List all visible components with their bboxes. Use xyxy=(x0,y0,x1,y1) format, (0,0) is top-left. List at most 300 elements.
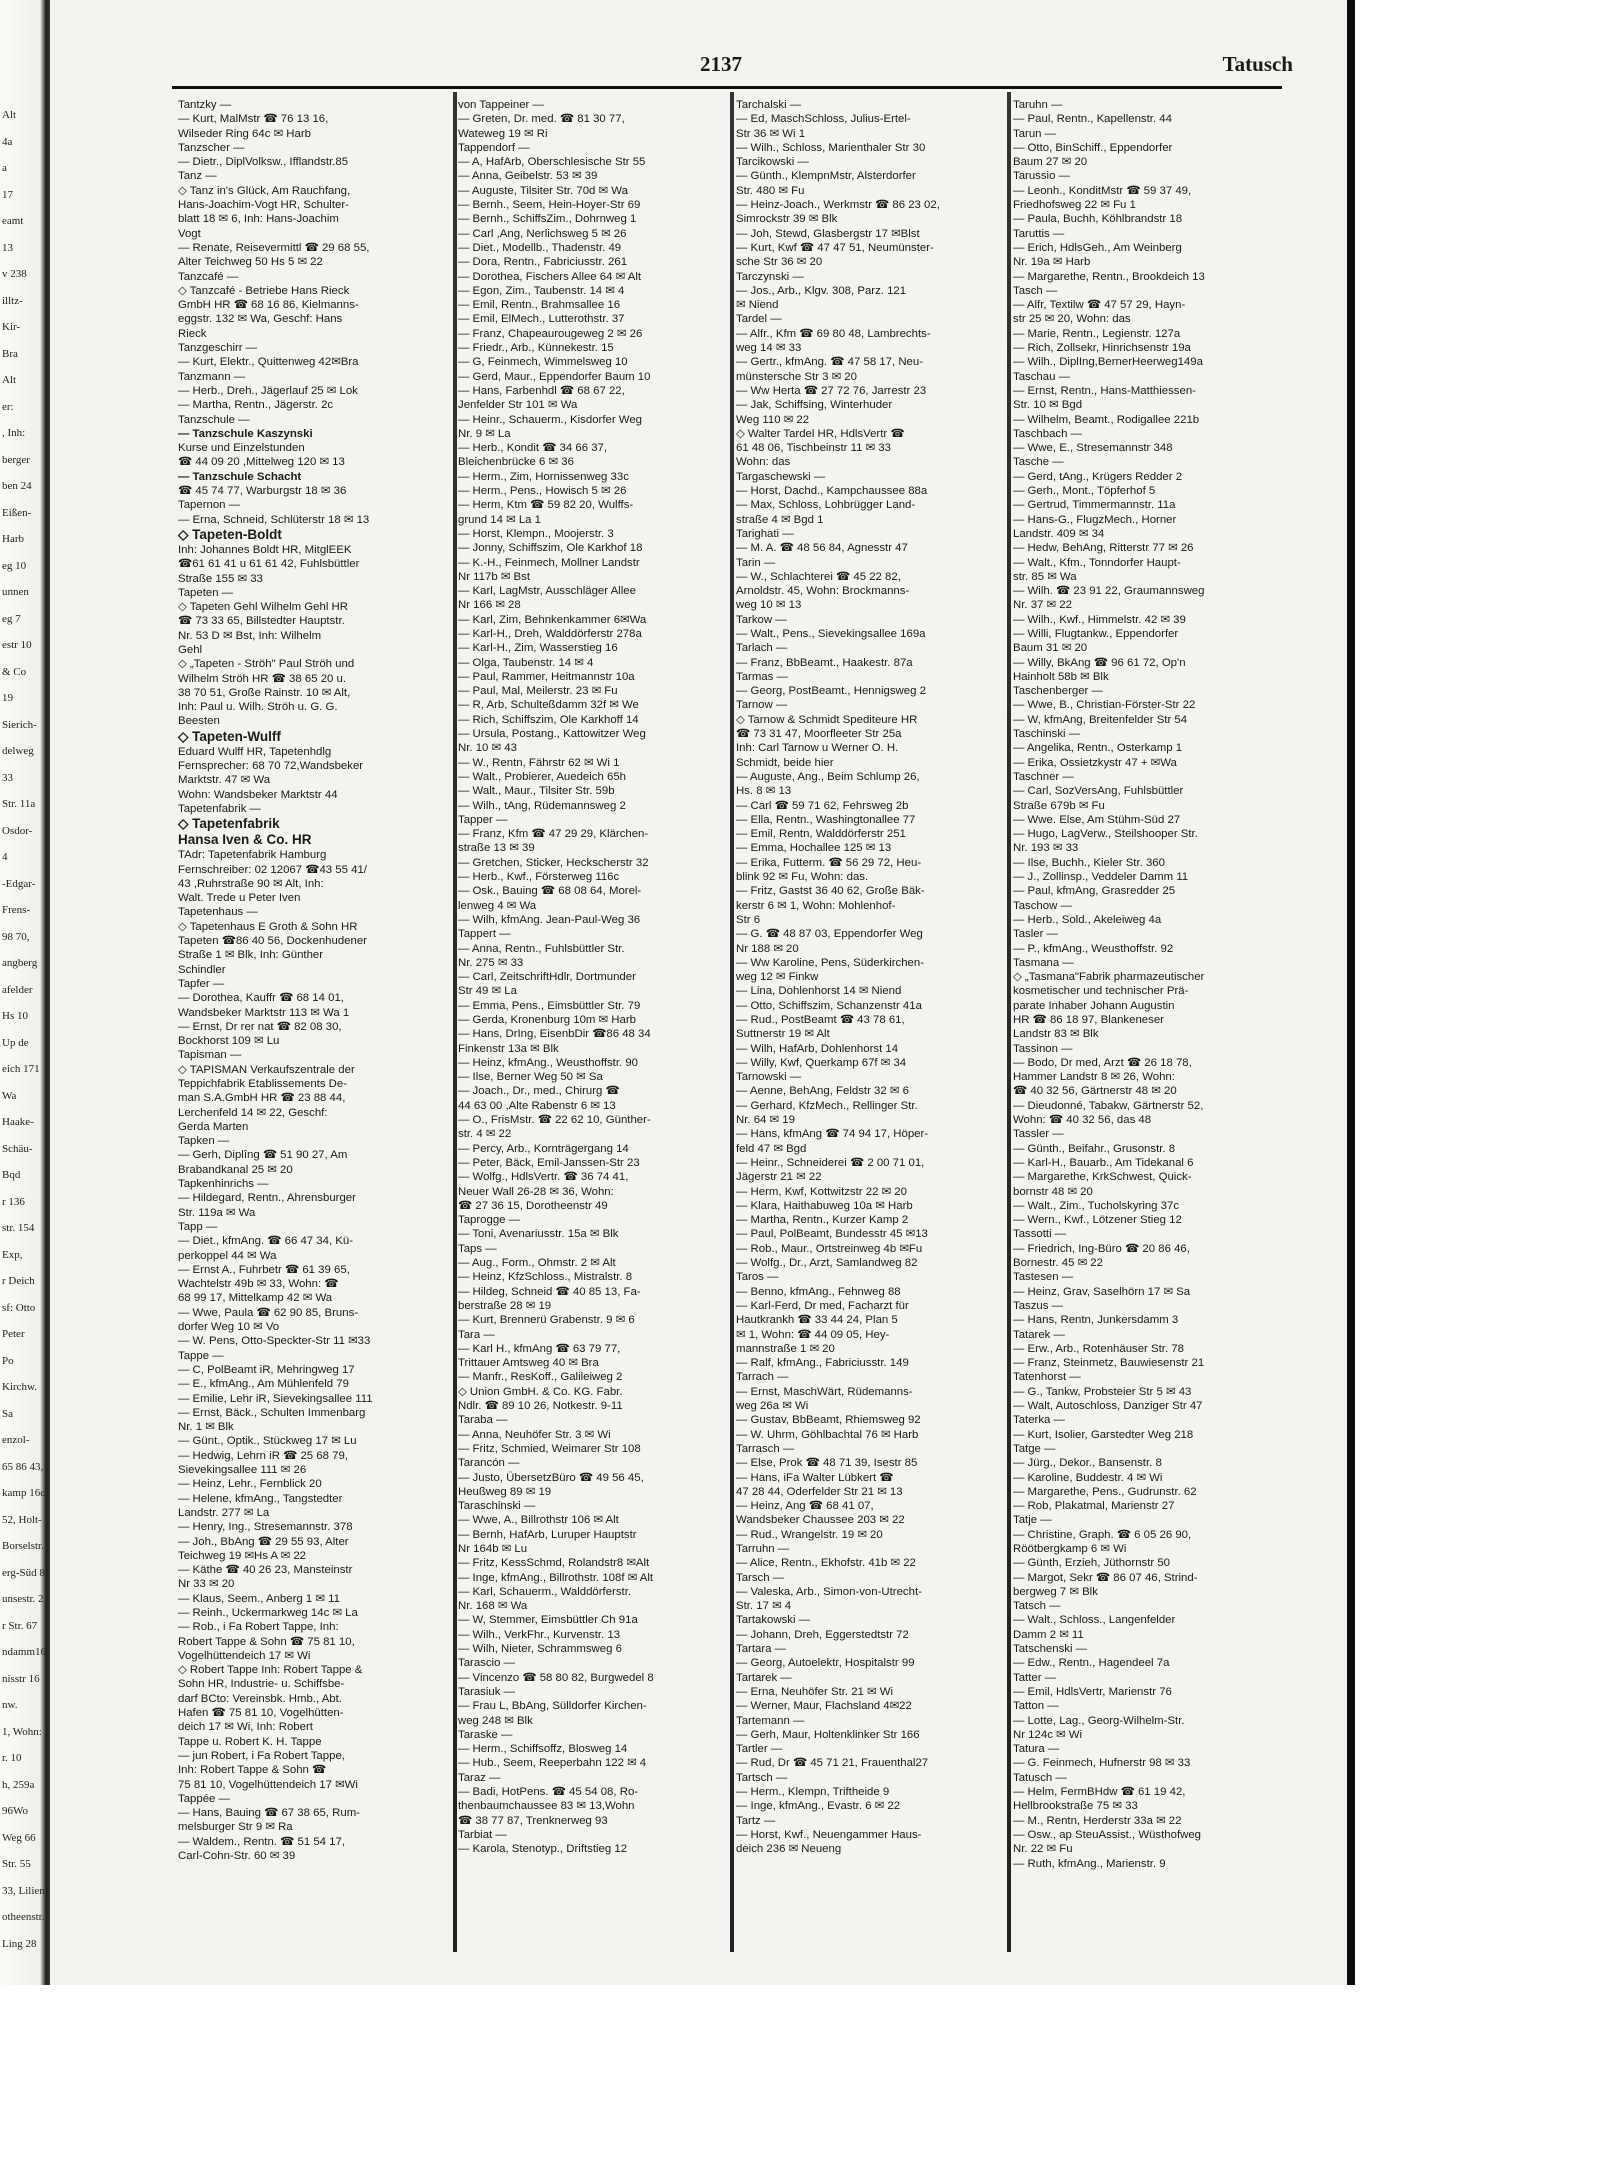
facing-page-edge xyxy=(0,0,50,1985)
directory-entry-line: — W. Uhrm, Göhlbachtal 76 ✉ Harb xyxy=(736,1428,919,1441)
directory-entry-line: Hammer Landstr 8 ✉ 26, Wohn: xyxy=(1013,1071,1175,1084)
directory-entry-line: — Martha, Rentn., Kurzer Kamp 2 xyxy=(736,1214,909,1227)
directory-entry-line: — Renate, Reisevermittl ☎ 29 68 55, xyxy=(178,241,370,254)
directory-entry-line: — Wilh., Schloss, Marienthaler Str 30 xyxy=(736,141,926,154)
directory-entry-line: — Alfr., Kfm ☎ 69 80 48, Lambrechts- xyxy=(736,327,931,340)
directory-entry-line: ☎ 45 74 77, Warburgstr 18 ✉ 36 xyxy=(178,485,347,498)
facing-page-fragment: 33, Lilien- xyxy=(2,1884,49,1897)
directory-entry-line: — M., Rentn, Herderstr 33a ✉ 22 xyxy=(1013,1814,1182,1827)
directory-entry-line: — Emma, Hochallee 125 ✉ 13 xyxy=(736,842,892,855)
directory-entry-line: — Karl-Ferd, Dr med, Facharzt für xyxy=(736,1299,909,1312)
directory-entry-line: Jenfelder Str 101 ✉ Wa xyxy=(458,399,578,412)
directory-entry-line: Hs. 8 ✉ 13 xyxy=(736,785,792,798)
directory-entry-line: — E., kfmAng., Am Mühlenfeld 79 xyxy=(178,1378,349,1391)
facing-page-fragment: 4 xyxy=(2,851,8,863)
facing-page-fragment: Osdor- xyxy=(2,824,33,837)
directory-entry-line: — Friedr., Arb., Künnekestr. 15 xyxy=(458,342,614,355)
directory-entry-line: Neuer Wall 26-28 ✉ 36, Wohn: xyxy=(458,1185,614,1198)
directory-entry-line: — Wwe, E., Stresemannstr 348 xyxy=(1013,442,1173,455)
directory-entry-line: ◇ Union GmbH. & Co. KG. Fabr. xyxy=(458,1385,623,1398)
directory-entry-line: — Osk., Bauing ☎ 68 08 64, Morel- xyxy=(458,885,642,898)
directory-entry-line: Tatusch — xyxy=(1013,1771,1067,1784)
facing-page-fragment: Sa xyxy=(2,1407,13,1420)
directory-entry-line: — Valeska, Arb., Simon-von-Utrecht- xyxy=(736,1585,922,1598)
column-divider xyxy=(730,92,734,1952)
directory-entry-line: — Emil, HdlsVertr, Marienstr 76 xyxy=(1013,1685,1172,1698)
directory-entry-line: ◇ Tapeten-Boldt xyxy=(178,526,282,542)
directory-entry-line: Tassinon — xyxy=(1013,1042,1073,1055)
directory-entry-line: Arnoldstr. 45, Wohn: Brockmanns- xyxy=(736,585,910,598)
directory-entry-line: bergweg 7 ✉ Blk xyxy=(1013,1585,1098,1598)
directory-entry-line: — C, PolBeamt iR, Mehringweg 17 xyxy=(178,1363,355,1376)
directory-entry-line: — Heinz, KfzSchloss., Mistralstr. 8 xyxy=(458,1271,633,1284)
directory-entry-line: eggstr. 132 ✉ Wa, Geschf: Hans xyxy=(178,313,343,326)
directory-entry-line: Tarlach — xyxy=(736,642,788,655)
directory-entry-line: — Ernst, MaschWärt, Rüdemanns- xyxy=(736,1385,913,1398)
directory-entry-line: — Emma, Pens., Eimsbüttler Str. 79 xyxy=(458,999,641,1012)
directory-entry-line: — P., kfmAng., Weusthoffstr. 92 xyxy=(1013,942,1174,955)
directory-entry-line: — Anna, Neuhöfer Str. 3 ✉ Wi xyxy=(458,1428,611,1441)
directory-entry-line: Tanzcafé — xyxy=(178,270,239,283)
directory-entry-line: Wilhelm Ströh HR ☎ 38 65 20 u. xyxy=(178,672,347,685)
scan-margin xyxy=(1355,0,1600,2177)
directory-entry-line: ◇ TAPISMAN Verkaufszentrale der xyxy=(178,1063,355,1076)
directory-entry-line: — Günth., KlempnMstr, Alsterdorfer xyxy=(736,170,916,183)
facing-page-fragment: ndamm16 xyxy=(2,1646,46,1658)
facing-page-fragment: estr 10 xyxy=(2,639,32,651)
directory-entry-line: Taschbach — xyxy=(1013,427,1083,440)
directory-entry-line: Tatter — xyxy=(1013,1671,1057,1684)
directory-entry-line: Tarcikowski — xyxy=(736,156,809,169)
facing-page-fragment: Sierich- xyxy=(2,718,37,731)
directory-entry-line: — Ed, MaschSchloss, Julius-Ertel- xyxy=(736,113,911,126)
directory-entry-line: Taruhn — xyxy=(1013,99,1063,111)
facing-page-fragment: eg 10 xyxy=(2,559,27,572)
directory-entry-line: — Rud., PostBeamt ☎ 43 78 61, xyxy=(736,1014,905,1026)
directory-entry-line: Taros — xyxy=(736,1271,779,1284)
column-1 xyxy=(178,98,448,1863)
directory-entry-line: — Hans-G., FlugzMech., Horner xyxy=(1013,513,1177,526)
directory-entry-line: — Karl, LagMstr, Ausschläger Allee xyxy=(458,585,636,598)
directory-entry-line: — Walt., Probierer, Auedeich 65h xyxy=(458,770,626,783)
directory-entry-line: — Wwe, Paula ☎ 62 90 85, Bruns- xyxy=(178,1306,359,1319)
directory-entry-line: Tarnow — xyxy=(736,699,788,712)
directory-entry-line: — Gerh, Maur, Holtenklinker Str 166 xyxy=(736,1728,920,1741)
directory-entry-line: — Erna, Neuhöfer Str. 21 ✉ Wi xyxy=(736,1685,894,1698)
directory-entry-line: Tatura — xyxy=(1013,1743,1060,1756)
facing-page-fragment: r Deich xyxy=(2,1275,35,1287)
directory-entry-line: Str 36 ✉ Wi 1 xyxy=(736,127,806,140)
directory-entry-line: Inh: Paul u. Wilh. Ströh u. G. G. xyxy=(178,701,338,714)
facing-page-fragment: eich 171 xyxy=(2,1063,40,1075)
directory-entry-line: Baum 27 ✉ 20 xyxy=(1013,156,1088,169)
directory-entry-line: — Rob, Plakatmal, Marienstr 27 xyxy=(1013,1500,1175,1513)
directory-entry-line: Tapeten — xyxy=(178,586,234,599)
directory-entry-line: blink 92 ✉ Fu, Wohn: das. xyxy=(736,871,869,884)
facing-page-fragment: str. 154 xyxy=(2,1222,35,1234)
directory-entry-line: Taprogge — xyxy=(458,1214,521,1227)
directory-entry-line: 68 99 17, Mittelkamp 42 ✉ Wa xyxy=(178,1292,333,1305)
directory-entry-line: Landstr. 409 ✉ 34 xyxy=(1013,527,1105,540)
directory-entry-line: Nr. 64 ✉ 19 xyxy=(736,1114,795,1127)
directory-entry-line: — Gerd, Maur., Eppendorfer Baum 10 xyxy=(458,370,651,383)
directory-entry-line: — Bernh., Seem, Hein-Hoyer-Str 69 xyxy=(458,199,641,212)
page-edge-shadow xyxy=(1347,0,1355,1985)
directory-entry-line: straße 4 ✉ Bgd 1 xyxy=(736,513,824,526)
directory-entry-line: Jägerstr 21 ✉ 22 xyxy=(736,1171,822,1184)
column-3 xyxy=(736,98,1006,1857)
directory-entry-line: Teppichfabrik Etablissements De- xyxy=(178,1078,348,1090)
directory-entry-line: — Otto, Schiffszim, Schanzenstr 41a xyxy=(736,999,922,1012)
directory-entry-line: — Ralf, kfmAng., Fabriciusstr. 149 xyxy=(736,1357,909,1370)
directory-entry-line: Weg 110 ✉ 22 xyxy=(736,413,810,426)
directory-entry-line: Tarascio — xyxy=(458,1657,515,1670)
directory-entry-line: Tapetenhaus — xyxy=(178,906,258,919)
facing-page-fragment: Schäu- xyxy=(2,1142,33,1155)
directory-entry-line: — Wolfg., Dr., Arzt, Samlandweg 82 xyxy=(736,1257,918,1270)
directory-entry-line: Carl-Cohn-Str. 60 ✉ 39 xyxy=(178,1850,296,1863)
directory-entry-line: Tartarek — xyxy=(736,1671,792,1684)
directory-entry-line: — Dorothea, Kauffr ☎ 68 14 01, xyxy=(178,992,344,1005)
directory-entry-line: — Wwe, A., Billrothstr 106 ✉ Alt xyxy=(458,1514,619,1527)
directory-entry-line: — Ww Karoline, Pens, Süderkirchen- xyxy=(736,956,925,969)
directory-entry-line: Hans-Joachim-Vogt HR, Schulter- xyxy=(178,199,349,212)
directory-entry-line: — Gerda, Kronenburg 10m ✉ Harb xyxy=(458,1014,636,1026)
directory-entry-line: Tarsch — xyxy=(736,1571,785,1584)
directory-entry-line: grund 14 ✉ La 1 xyxy=(458,513,542,526)
directory-entry-line: — Horst, Kwf., Neuengammer Haus- xyxy=(736,1828,922,1841)
directory-entry-line: von Tappeiner — xyxy=(458,99,544,111)
directory-entry-line: Tarighati — xyxy=(736,527,794,540)
directory-entry-line: str. 85 ✉ Wa xyxy=(1013,570,1077,583)
directory-entry-line: Wohn: Wandsbeker Marktstr 44 xyxy=(178,788,338,801)
directory-entry-line: Nr. 22 ✉ Fu xyxy=(1013,1843,1073,1856)
directory-entry-line: ☎ 40 32 56, Gärtnerstr 48 ✉ 20 xyxy=(1013,1085,1177,1098)
directory-entry-line: Tapernon — xyxy=(178,499,241,512)
directory-entry-line: Bockhorst 109 ✉ Lu xyxy=(178,1035,280,1048)
directory-entry-line: — Aenne, BehAng, Feldstr 32 ✉ 6 xyxy=(736,1085,909,1098)
directory-entry-line: Wachtelstr 49b ✉ 33, Wohn: ☎ xyxy=(178,1278,339,1291)
running-head: Tatusch xyxy=(1222,52,1293,76)
directory-entry-line: — R, Arb, Schulteßdamm 32f ✉ We xyxy=(458,699,639,712)
directory-entry-line: — Erich, HdlsGeh., Am Weinberg xyxy=(1013,241,1182,254)
facing-page-fragment: Harb xyxy=(2,533,24,545)
facing-page-fragment: sf: Otto xyxy=(2,1301,36,1314)
facing-page-fragment: , Inh: xyxy=(2,427,26,439)
directory-entry-line: Tapper — xyxy=(458,813,508,826)
directory-entry-line: dorfer Weg 10 ✉ Vo xyxy=(178,1321,280,1334)
directory-entry-line: Tappendorf — xyxy=(458,141,530,154)
facing-page-fragment: h, 259a xyxy=(2,1778,35,1791)
directory-entry-line: Wandsbeker Marktstr 113 ✉ Wa 1 xyxy=(178,1006,350,1019)
directory-entry-line: — Margot, Sekr ☎ 86 07 46, Strind- xyxy=(1013,1571,1198,1584)
directory-entry-line: — Inge, kfmAng., Billrothstr. 108f ✉ Alt xyxy=(458,1571,654,1584)
directory-entry-line: ✉ 1, Wohn: ☎ 44 09 05, Hey- xyxy=(736,1328,890,1341)
directory-entry-line: Straße 1 ✉ Blk, Inh: Günther xyxy=(178,949,324,962)
directory-entry-line: kerstr 6 ✉ 1, Wohn: Mohlenhof- xyxy=(736,899,896,912)
directory-entry-line: — Heinr., Schauerm., Kisdorfer Weg xyxy=(458,413,643,426)
directory-entry-line: GmbH HR ☎ 68 16 86, Kielmanns- xyxy=(178,299,359,312)
directory-entry-line: Nr. 10 ✉ 43 xyxy=(458,742,517,755)
directory-entry-line: — Karl-H., Bauarb., Am Tidekanal 6 xyxy=(1013,1156,1194,1169)
directory-entry-line: ◇ Tarnow & Schmidt Spediteure HR xyxy=(736,713,918,726)
facing-page-fragment: r. 10 xyxy=(2,1752,22,1764)
directory-entry-line: — Hugo, LagVerw., Steilshooper Str. xyxy=(1013,828,1198,841)
directory-entry-line: — Herm., Zim, Hornissenweg 33c xyxy=(458,470,629,483)
directory-entry-line: Nr. 275 ✉ 33 xyxy=(458,956,524,969)
directory-entry-line: — Auguste, Tilsiter Str. 70d ✉ Wa xyxy=(458,184,628,197)
facing-page-fragment: 17 xyxy=(2,188,13,201)
directory-entry-line: — Else, Prok ☎ 48 71 39, Isestr 85 xyxy=(736,1457,918,1470)
facing-page-fragment: -Edgar- xyxy=(2,877,36,890)
directory-entry-line: — Carl ☎ 59 71 62, Fehrsweg 2b xyxy=(736,799,909,812)
directory-entry-line: Tatge — xyxy=(1013,1442,1056,1455)
directory-entry-line: Tasche — xyxy=(1013,456,1064,469)
directory-entry-line: Tappert — xyxy=(458,928,511,941)
column-4 xyxy=(1013,98,1283,1871)
directory-entry-line: Damm 2 ✉ 11 xyxy=(1013,1628,1084,1641)
directory-entry-line: Str. 119a ✉ Wa xyxy=(178,1206,256,1219)
directory-entry-line: — Wilhelm, Beamt., Rodigallee 221b xyxy=(1013,413,1200,426)
directory-entry-line: — Kurt, Isolier, Garstedter Weg 218 xyxy=(1013,1428,1194,1441)
directory-entry-line: Simrockstr 39 ✉ Blk xyxy=(736,213,838,226)
directory-entry-line: — Wilh, HafArb, Dohlenhorst 14 xyxy=(736,1042,899,1055)
directory-entry-line: Taraba — xyxy=(458,1414,508,1427)
directory-entry-line: — W, Stemmer, Eimsbüttler Ch 91a xyxy=(458,1614,638,1627)
directory-entry-line: — Franz, Steinmetz, Bauwiesenstr 21 xyxy=(1013,1357,1205,1370)
directory-entry-line: — Rob., Maur., Ortstreinweg 4b ✉Fu xyxy=(736,1242,923,1255)
directory-entry-line: — Frau L, BbAng, Sülldorfer Kirchen- xyxy=(458,1700,647,1713)
directory-entry-line: Rieck xyxy=(178,327,207,340)
directory-entry-line: — Anna, Rentn., Fuhlsbüttler Str. xyxy=(458,942,625,955)
directory-entry-line: darf BCto: Vereinsbk. Hmb., Abt. xyxy=(178,1692,342,1705)
directory-entry-line: — Käthe ☎ 40 26 23, Mansteinstr xyxy=(178,1564,353,1577)
directory-entry-line: bornstr 48 ✉ 20 xyxy=(1013,1185,1093,1198)
directory-entry-line: — Martha, Rentn., Jägerstr. 2c xyxy=(178,399,334,412)
directory-entry-line: Tappe u. Robert K. H. Tappe xyxy=(178,1735,322,1748)
directory-entry-line: Nr 188 ✉ 20 xyxy=(736,942,799,955)
directory-entry-line: Hafen ☎ 75 81 10, Vogelhütten- xyxy=(178,1707,344,1720)
facing-page-fragment: 33 xyxy=(2,771,13,784)
directory-entry-line: — Bernh., SchiffsZim., Dohrnweg 1 xyxy=(458,213,637,226)
directory-entry-line: — Wolfg., HdlsVertr. ☎ 36 74 41, xyxy=(458,1171,629,1184)
directory-entry-line: Hellbrookstraße 75 ✉ 33 xyxy=(1013,1800,1138,1813)
directory-entry-line: — Percy, Arb., Kornträgergang 14 xyxy=(458,1142,629,1155)
directory-entry-line: — Helene, kfmAng., Tangstedter xyxy=(178,1492,343,1505)
directory-entry-line: Walt. Trede u Peter Iven xyxy=(178,892,301,905)
directory-entry-line: — Wilh, kfmAng. Jean-Paul-Weg 36 xyxy=(458,913,641,926)
directory-entry-line: — Justo, ÜbersetzBüro ☎ 49 56 45, xyxy=(458,1471,644,1484)
directory-entry-line: ☎ 73 31 47, Moorfleeter Str 25a xyxy=(736,728,902,741)
directory-entry-line: — Hub., Seem, Reeperbahn 122 ✉ 4 xyxy=(458,1757,647,1770)
directory-entry-line: deich 236 ✉ Neueng xyxy=(736,1843,842,1856)
facing-page-fragment: eamt xyxy=(2,215,24,227)
directory-entry-line: Schindler xyxy=(178,963,226,976)
directory-entry-line: Tatsch — xyxy=(1013,1600,1061,1613)
directory-entry-line: Tassotti — xyxy=(1013,1228,1067,1241)
directory-entry-line: — Herb., Kondit ☎ 34 66 37, xyxy=(458,442,608,455)
directory-entry-line: mannstraße 1 ✉ 20 xyxy=(736,1342,835,1355)
column-divider xyxy=(453,92,457,1952)
directory-entry-line: — W., Schlachterei ☎ 45 22 82, xyxy=(736,570,901,583)
directory-entry-line: — Heinz, Grav, Saselhörn 17 ✉ Sa xyxy=(1013,1285,1191,1298)
directory-entry-line: — Peter, Bäck, Emil-Janssen-Str 23 xyxy=(458,1156,640,1169)
directory-entry-line: — Bernh, HafArb, Luruper Hauptstr xyxy=(458,1528,637,1541)
directory-entry-line: — G., Tankw, Probsteier Str 5 ✉ 43 xyxy=(1013,1385,1192,1398)
facing-page-fragment: angberg xyxy=(2,957,38,969)
directory-entry-line: — Heinz, Ang ☎ 68 41 07, xyxy=(736,1500,874,1513)
facing-page-fragment: & Co xyxy=(2,665,27,678)
directory-entry-line: sche Str 36 ✉ 20 xyxy=(736,256,823,269)
directory-entry-line: ◇ „Tasmana"Fabrik pharmazeutischer xyxy=(1013,971,1205,984)
directory-entry-line: — G, Feinmech, Wimmelsweg 10 xyxy=(458,356,628,369)
directory-entry-line: — Willy, BkAng ☎ 96 61 72, Op'n xyxy=(1013,656,1186,669)
directory-entry-line: — Hildeg, Schneid ☎ 40 85 13, Fa- xyxy=(458,1285,641,1298)
directory-entry-line: — Herm, Ktm ☎ 59 82 20, Wulffs- xyxy=(458,499,634,512)
directory-entry-line: — Emil, Rentn., Brahmsallee 16 xyxy=(458,299,621,312)
directory-entry-line: Tarkow — xyxy=(736,613,787,626)
facing-page-fragment: Alt xyxy=(2,109,17,121)
directory-entry-line: — Heinz, Lehr., Fernblick 20 xyxy=(178,1478,322,1491)
directory-entry-line: weg 26a ✉ Wi xyxy=(736,1400,809,1413)
directory-entry-line: — Edw., Rentn., Hagendeel 7a xyxy=(1013,1657,1170,1670)
directory-entry-line: — Joh., BbAng ☎ 29 55 93, Alter xyxy=(178,1535,349,1548)
directory-entry-line: Tarczynski — xyxy=(736,270,804,283)
facing-page-fragment: enzol- xyxy=(2,1434,30,1446)
directory-entry-line: Vogt xyxy=(178,227,201,240)
directory-entry-line: Robert Tappe & Sohn ☎ 75 81 10, xyxy=(178,1635,355,1648)
facing-page-fragment: Kir- xyxy=(2,321,21,333)
directory-entry-line: ◇ Walter Tardel HR, HdlsVertr ☎ xyxy=(736,427,905,440)
scan-margin-bottom xyxy=(0,1985,1355,2177)
directory-entry-line: Tasler — xyxy=(1013,928,1058,941)
directory-entry-line: ◇ Robert Tappe Inh: Robert Tappe & xyxy=(178,1664,363,1677)
directory-entry-line: — Jak, Schiffsing, Winterhuder xyxy=(736,399,893,412)
directory-entry-line: Taschow — xyxy=(1013,899,1072,912)
facing-page-fragment: Weg 66 xyxy=(2,1831,36,1844)
directory-entry-line: — Hedwig, Lehrn iR ☎ 25 68 79, xyxy=(178,1449,348,1462)
directory-entry-line: ☎ 73 33 65, Billstedter Hauptstr. xyxy=(178,615,345,628)
directory-entry-line: Heußweg 89 ✉ 19 xyxy=(458,1485,552,1498)
directory-entry-line: — Herb., Kwf., Försterweg 116c xyxy=(458,871,620,884)
directory-entry-line: Marktstr. 47 ✉ Wa xyxy=(178,774,271,787)
directory-entry-line: Tapisman — xyxy=(178,1049,242,1062)
directory-entry-line: kosmetischer und technischer Prä- xyxy=(1013,985,1189,998)
directory-entry-line: Tapetenfabrik — xyxy=(178,802,261,815)
facing-page-fragment: nisstr 16 xyxy=(2,1672,40,1685)
directory-entry-line: Tassler — xyxy=(1013,1128,1064,1141)
directory-entry-line: Nr 124c ✉ Wi xyxy=(1013,1728,1083,1741)
directory-entry-line: — Hans, iFa Walter Lübkert ☎ xyxy=(736,1471,894,1484)
directory-entry-line: — Franz, Chapeaurougeweg 2 ✉ 26 xyxy=(458,327,643,340)
directory-entry-line: Wandsbeker Chaussee 203 ✉ 22 xyxy=(736,1514,905,1527)
directory-entry-line: Tatschenski — xyxy=(1013,1643,1088,1656)
directory-entry-line: Wateweg 19 ✉ Ri xyxy=(458,127,548,140)
directory-entry-line: — Kurt, Kwf ☎ 47 47 51, Neumünster- xyxy=(736,241,934,254)
facing-page-fragment: 98 70, xyxy=(2,930,30,943)
directory-entry-line: — Karl-H., Zim, Wasserstieg 16 xyxy=(458,642,618,655)
directory-entry-line: deich 17 ✉ Wi, Inh: Robert xyxy=(178,1721,313,1734)
directory-entry-line: Tapfer — xyxy=(178,977,225,990)
directory-entry-line: — Kurt, Brennerü Grabenstr. 9 ✉ 6 xyxy=(458,1314,635,1327)
directory-entry-line: Tara — xyxy=(458,1328,495,1341)
facing-page-fragment: illtz- xyxy=(2,294,23,307)
directory-entry-line: — Tanzschule Kaszynski xyxy=(178,427,313,440)
directory-entry-line: Tapkenhinrichs — xyxy=(178,1178,269,1191)
directory-entry-line: ◇ Tanz in's Glück, Am Rauchfang, xyxy=(178,184,351,197)
facing-page-fragment: Up de xyxy=(2,1036,29,1049)
directory-entry-line: Tarrach — xyxy=(736,1371,789,1384)
directory-entry-line: — Aug., Form., Ohmstr. 2 ✉ Alt xyxy=(458,1257,616,1270)
directory-entry-line: — Ernst, Bäck., Schulten Immenbarg xyxy=(178,1406,366,1419)
directory-entry-line: — Auguste, Ang., Beim Schlump 26, xyxy=(736,770,920,783)
directory-entry-line: — W, kfmAng, Breitenfelder Str 54 xyxy=(1013,713,1188,726)
directory-entry-line: Hautkrankh ☎ 33 44 24, Plan 5 xyxy=(736,1314,898,1327)
directory-entry-line: Taruttis — xyxy=(1013,227,1065,240)
directory-entry-line: Kurse und Einzelstunden xyxy=(178,442,305,455)
directory-entry-line: Teichweg 19 ✉Hs A ✉ 22 xyxy=(178,1549,306,1562)
directory-entry-line: — W. Pens, Otto-Speckter-Str 11 ✉33 xyxy=(178,1335,371,1348)
directory-entry-line: Tarrasch — xyxy=(736,1442,795,1455)
directory-entry-line: Nr 164b ✉ Lu xyxy=(458,1542,528,1555)
directory-entry-line: — Ella, Rentn., Washingtonallee 77 xyxy=(736,813,916,826)
directory-entry-line: Fernsprecher: 68 70 72,Wandsbeker xyxy=(178,760,364,773)
directory-entry-line: Tarun — xyxy=(1013,127,1057,140)
directory-entry-line: — K.-H., Feinmech, Mollner Landstr xyxy=(458,556,640,569)
directory-entry-line: — Jos., Arb., Klgv. 308, Parz. 121 xyxy=(736,284,907,297)
directory-entry-line: Nr. 1 ✉ Blk xyxy=(178,1421,234,1434)
directory-entry-line: — Fritz, Gastst 36 40 62, Große Bäk- xyxy=(736,885,925,898)
directory-entry-line: — Christine, Graph. ☎ 6 05 26 90, xyxy=(1013,1528,1192,1541)
directory-entry-line: Targaschewski — xyxy=(736,470,826,483)
directory-entry-line: Nr 166 ✉ 28 xyxy=(458,599,521,612)
directory-entry-line: — Karola, Stenotyp., Driftstieg 12 xyxy=(458,1843,628,1856)
directory-entry-line: straße 13 ✉ 39 xyxy=(458,842,535,855)
directory-entry-line: — Günth., Beifahr., Grusonstr. 8 xyxy=(1013,1142,1176,1155)
directory-entry-line: Sohn HR, Industrie- u. Schiffsbe- xyxy=(178,1678,345,1691)
directory-entry-line: Suttnerstr 19 ✉ Alt xyxy=(736,1028,830,1041)
facing-page-fragment: r 136 xyxy=(2,1195,25,1208)
column-divider xyxy=(1007,92,1011,1952)
directory-entry-line: — G. ☎ 48 87 03, Eppendorfer Weg xyxy=(736,928,923,941)
facing-page-fragment: eg 7 xyxy=(2,612,21,625)
directory-entry-line: — Dorothea, Fischers Allee 64 ✉ Alt xyxy=(458,270,642,283)
directory-entry-line: — Paul, Rentn., Kapellenstr. 44 xyxy=(1013,113,1172,126)
directory-entry-line: — Inge, kfmAng., Evastr. 6 ✉ 22 xyxy=(736,1800,901,1813)
directory-entry-line: — Badi, HotPens. ☎ 45 54 08, Ro- xyxy=(458,1786,639,1799)
facing-page-fragment: 13 xyxy=(2,241,13,254)
directory-entry-line: — Ernst, Rentn., Hans-Matthiessen- xyxy=(1013,384,1196,397)
directory-entry-line: — Benno, kfmAng., Fehnweg 88 xyxy=(736,1285,901,1298)
directory-entry-line: — Carl ,Ang, Nerlichsweg 5 ✉ 26 xyxy=(458,227,627,240)
directory-entry-line: Str. 10 ✉ Bgd xyxy=(1013,399,1083,412)
facing-page-fragment: 1, Wohn: xyxy=(2,1725,42,1738)
directory-entry-line: — Herm., Pens., Howisch 5 ✉ 26 xyxy=(458,485,627,498)
directory-entry-line: — Horst, Klempn., Moojerstr. 3 xyxy=(458,527,614,540)
directory-entry-line: — Günth, Erzieh, Jüthornstr 50 xyxy=(1013,1557,1171,1570)
directory-entry-line: Taschenberger — xyxy=(1013,685,1103,698)
directory-entry-line: Tardel — xyxy=(736,313,782,326)
directory-entry-line: 61 48 06, Tischbeinstr 11 ✉ 33 xyxy=(736,442,891,455)
directory-entry-line: — Olga, Taubenstr. 14 ✉ 4 xyxy=(458,656,594,669)
directory-entry-line: — Hans, Rentn, Junkersdamm 3 xyxy=(1013,1314,1179,1327)
directory-entry-line: — Gretchen, Sticker, Heckscherstr 32 xyxy=(458,856,649,869)
directory-entry-line: — W., Rentn, Fährstr 62 ✉ Wi 1 xyxy=(458,756,620,769)
directory-entry-line: str. 4 ✉ 22 xyxy=(458,1128,512,1141)
directory-entry-line: — Margarethe, KrkSchwest, Quick- xyxy=(1013,1171,1192,1184)
directory-entry-line: — Dietr., DiplVolksw., Ifflandstr.85 xyxy=(178,156,349,169)
directory-entry-line: — Karl H., kfmAng ☎ 63 79 77, xyxy=(458,1342,621,1355)
